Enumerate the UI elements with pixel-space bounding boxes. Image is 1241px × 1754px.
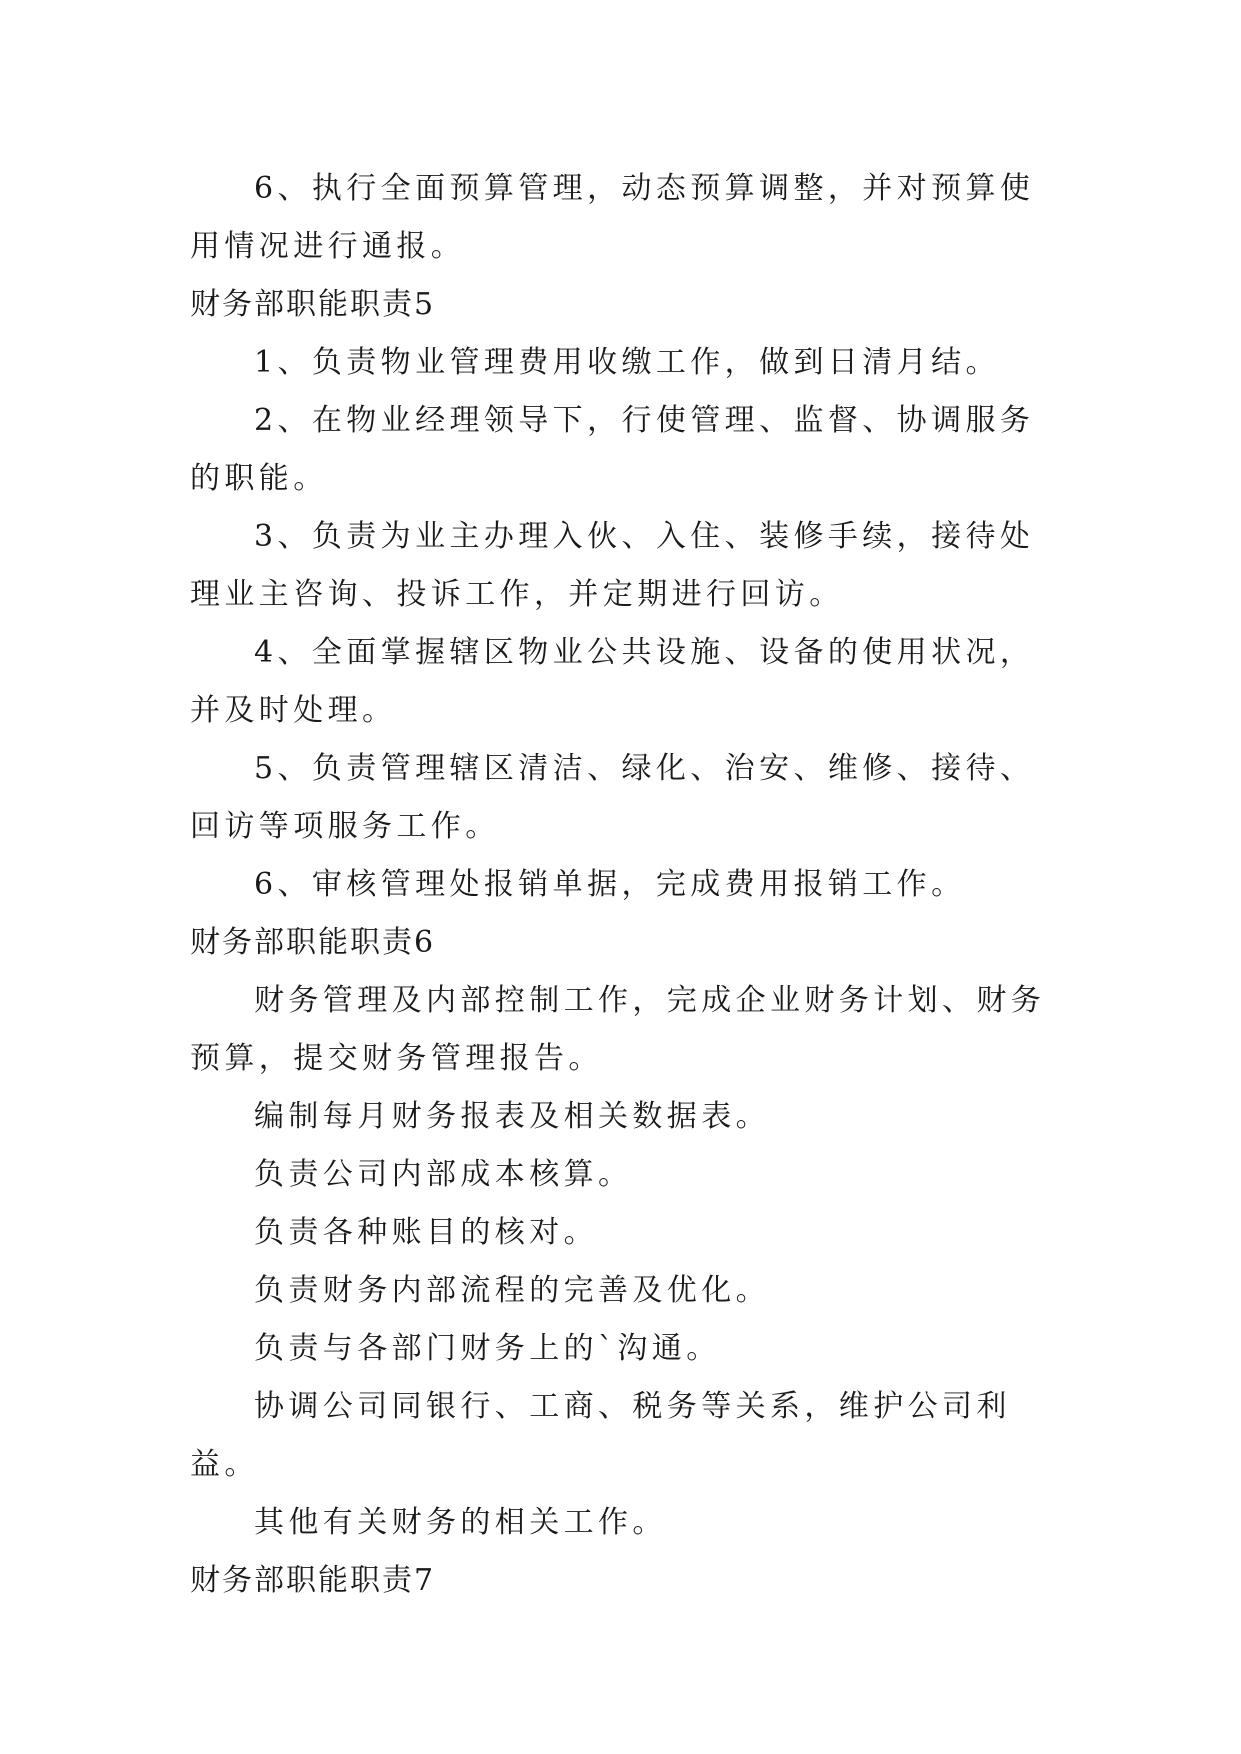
paragraph-internal-control: 财务管理及内部控制工作，完成企业财务计划、财务预算，提交财务管理报告。 <box>190 983 1046 1076</box>
paragraph-department-communication: 负责与各部门财务上的`沟通。 <box>254 1331 721 1366</box>
section-heading-7: 财务部职能职责7 <box>190 1563 436 1598</box>
paragraph-owner-procedures: 3、负责为业主办理入伙、入住、装修手续，接待处理业主咨询、投诉工作，并定期进行回访。 <box>190 519 1035 612</box>
paragraph-facilities-status: 4、全面掌握辖区物业公共设施、设备的使用状况，并及时处理。 <box>190 635 1035 728</box>
paragraph-other-work: 其他有关财务的相关工作。 <box>254 1505 667 1540</box>
paragraph-fee-collection: 1、负责物业管理费用收缴工作，做到日清月结。 <box>254 345 1000 380</box>
paragraph-management-functions: 2、在物业经理领导下，行使管理、监督、协调服务的职能。 <box>190 403 1035 496</box>
document-page <box>190 160 1060 1610</box>
section-heading-5: 财务部职能职责5 <box>190 287 436 322</box>
paragraph-cost-accounting: 负责公司内部成本核算。 <box>254 1157 633 1192</box>
paragraph-district-services: 5、负责管理辖区清洁、绿化、治安、维修、接待、回访等项服务工作。 <box>190 751 1035 844</box>
paragraph-reimbursement: 6、审核管理处报销单据，完成费用报销工作。 <box>254 867 966 902</box>
paragraph-budget-management: 6、执行全面预算管理，动态预算调整，并对预算使用情况进行通报。 <box>190 171 1035 264</box>
paragraph-external-relations: 协调公司同银行、工商、税务等关系，维护公司利益。 <box>190 1389 1011 1482</box>
paragraph-account-check: 负责各种账目的核对。 <box>254 1215 598 1250</box>
paragraph-process-optimization: 负责财务内部流程的完善及优化。 <box>254 1273 770 1308</box>
section-heading-6: 财务部职能职责6 <box>190 925 436 960</box>
paragraph-monthly-reports: 编制每月财务报表及相关数据表。 <box>254 1099 770 1134</box>
